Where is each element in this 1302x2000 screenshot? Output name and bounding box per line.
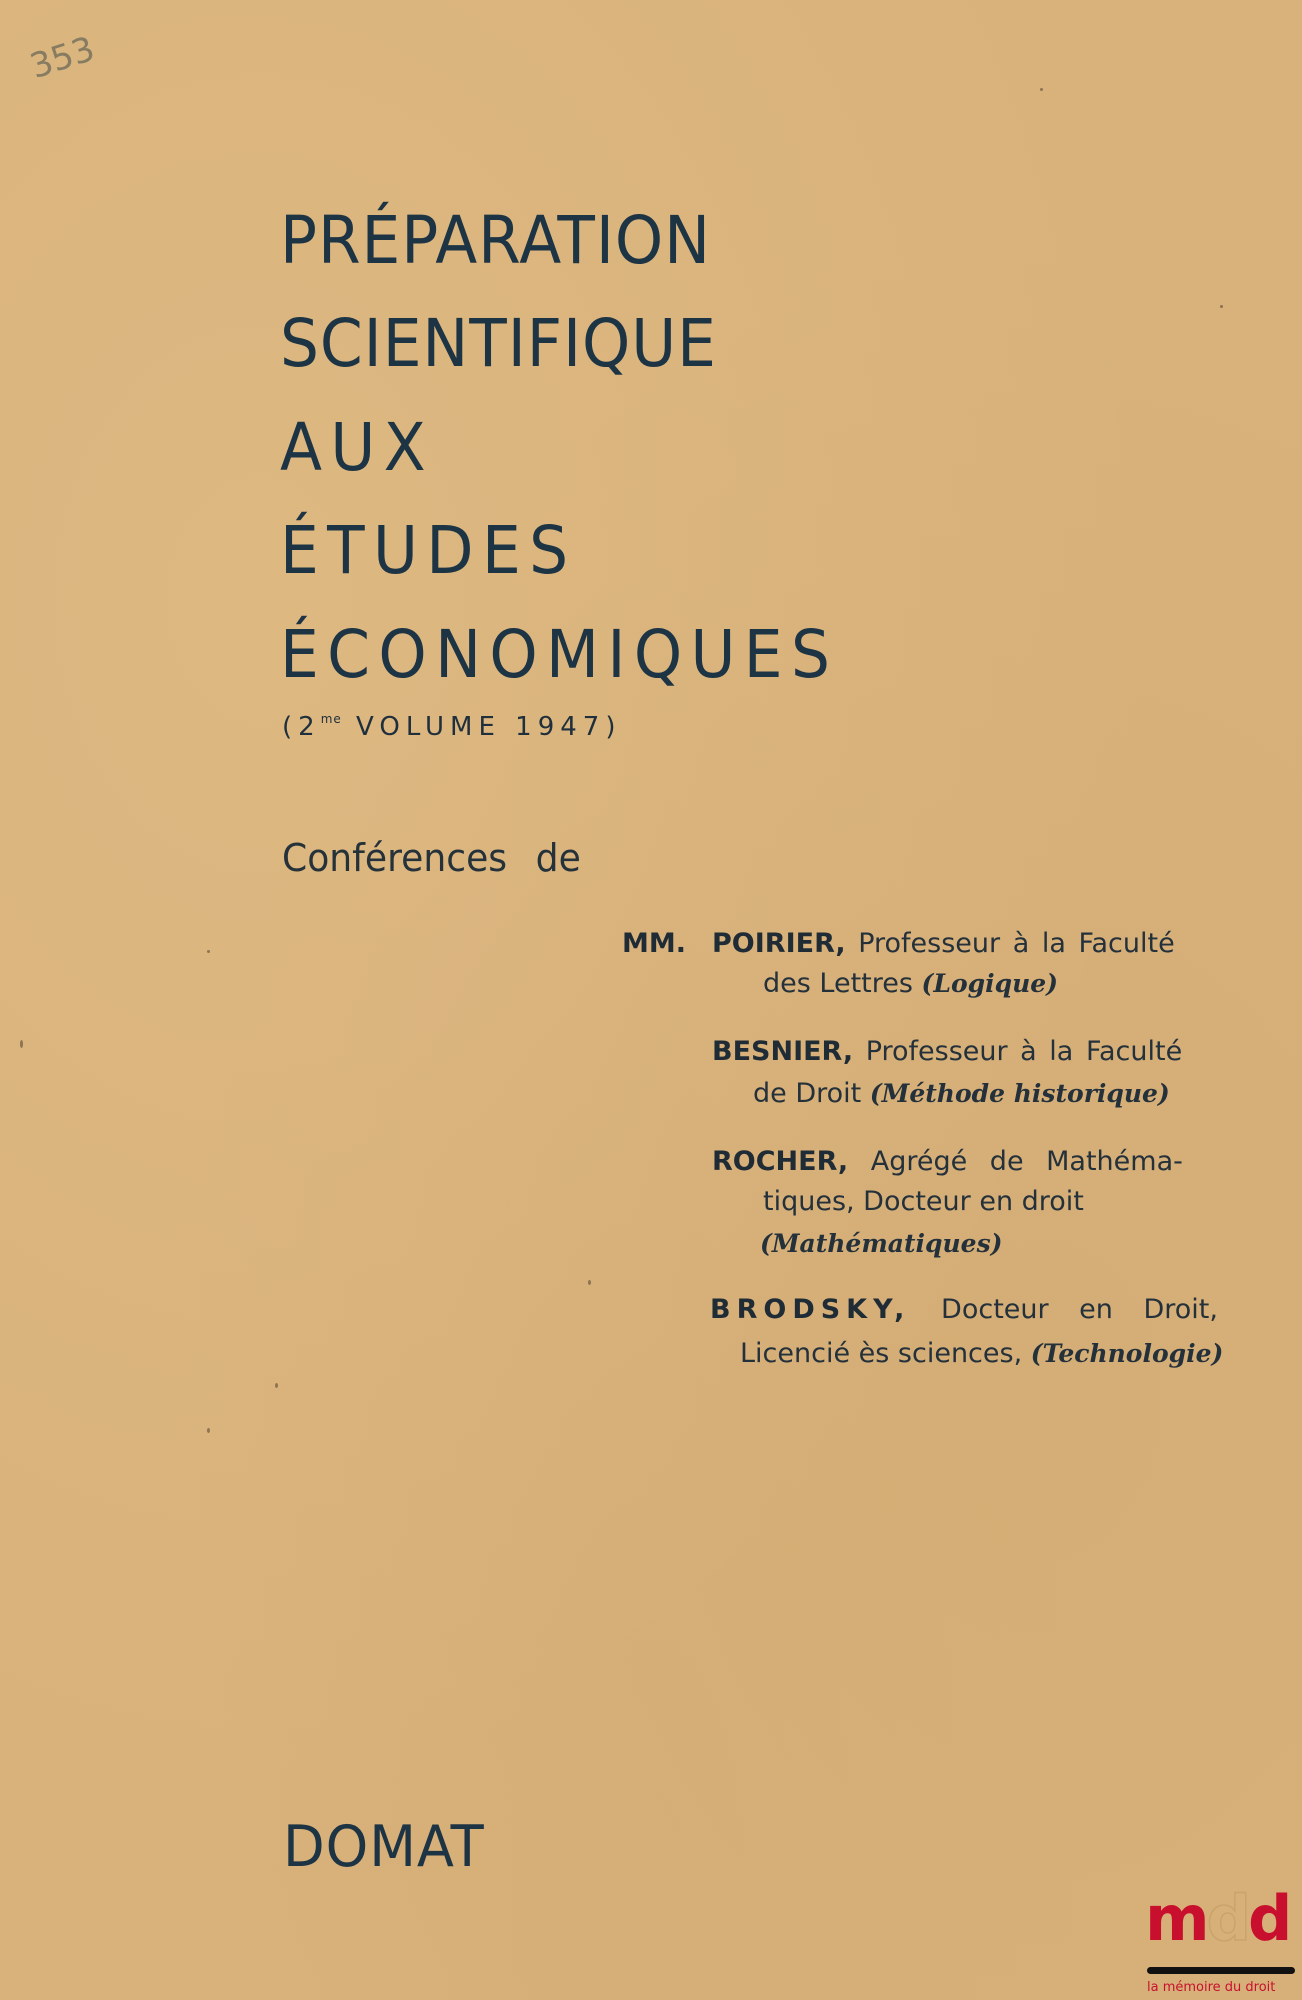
- paper-speck: [207, 950, 210, 953]
- paper-speck: [207, 1428, 210, 1433]
- lecturer-1-faculty: des Lettres: [763, 968, 922, 999]
- lecturer-2-line-2: [753, 1080, 1170, 1107]
- lecturer-4-line-1: [710, 1296, 1218, 1323]
- paper-speck: [20, 1040, 23, 1048]
- lecturer-4-name: BRODSKY,: [710, 1294, 911, 1325]
- lecturer-3-degree: tiques, Docteur en droit: [763, 1186, 1084, 1217]
- publisher-name: DOMAT: [283, 1814, 485, 1880]
- title-line-4: ÉTUDES: [280, 512, 577, 589]
- mdd-logo: [1145, 1882, 1299, 2000]
- lecturer-1-subject: (Logique): [921, 969, 1058, 998]
- logo-underline-bar: [1147, 1967, 1295, 1974]
- handwritten-number: 353: [25, 28, 100, 88]
- title-line-2: SCIENTIFIQUE: [280, 305, 717, 382]
- lecturer-1-line-1: [712, 930, 1175, 957]
- title-line-5: ÉCONOMIQUES: [280, 616, 839, 693]
- volume-subtitle: [282, 712, 621, 742]
- lecturer-3-title: Agrégé de Mathéma-: [848, 1146, 1183, 1177]
- lecturer-3-line-2: [763, 1188, 1084, 1215]
- volume-superscript: me: [320, 712, 342, 726]
- mdd-logo-mark: [1145, 1882, 1290, 1955]
- lecturer-1-title: Professeur à la Faculté: [845, 928, 1175, 959]
- lecturer-3-subject: (Mathématiques): [760, 1229, 1003, 1258]
- lecturer-4-degree: Licencié ès sciences,: [740, 1338, 1031, 1369]
- lecturer-2-faculty: de Droit: [753, 1078, 870, 1109]
- title-line-3: AUX: [280, 409, 435, 486]
- logo-m: m: [1145, 1882, 1207, 1955]
- lecturer-4-subject: (Technologie): [1030, 1339, 1224, 1368]
- lecturer-1-line-2: [763, 970, 1058, 997]
- conferences-label: Conférences de: [282, 836, 581, 880]
- title-line-1: PRÉPARATION: [280, 202, 711, 279]
- lecturer-2-line-1: [712, 1038, 1182, 1065]
- logo-d-outline: d: [1206, 1882, 1248, 1955]
- paper-speck: [1040, 88, 1043, 91]
- paper-speck: [275, 1383, 278, 1388]
- honorific: [622, 930, 686, 957]
- lecturer-4-title: Docteur en Droit,: [910, 1294, 1218, 1325]
- lecturer-3-name: ROCHER,: [712, 1146, 849, 1177]
- lecturer-2-subject: (Méthode historique): [869, 1079, 1170, 1108]
- lecturer-3-line-3: [760, 1230, 1003, 1257]
- lecturer-2-title: Professeur à la Faculté: [853, 1036, 1183, 1067]
- paper-speck: [1220, 305, 1223, 308]
- logo-d: d: [1248, 1882, 1290, 1955]
- volume-open: (2: [282, 712, 321, 742]
- lecturer-3-line-1: [712, 1148, 1183, 1175]
- lecturer-1-name: POIRIER,: [712, 928, 846, 959]
- paper-speck: [588, 1280, 591, 1285]
- honorific-text: MM.: [622, 928, 686, 959]
- volume-rest: VOLUME 1947): [341, 712, 622, 742]
- lecturer-4-line-2: [740, 1340, 1223, 1367]
- lecturer-2-name: BESNIER,: [712, 1036, 854, 1067]
- logo-tagline: la mémoire du droit: [1147, 1980, 1276, 1995]
